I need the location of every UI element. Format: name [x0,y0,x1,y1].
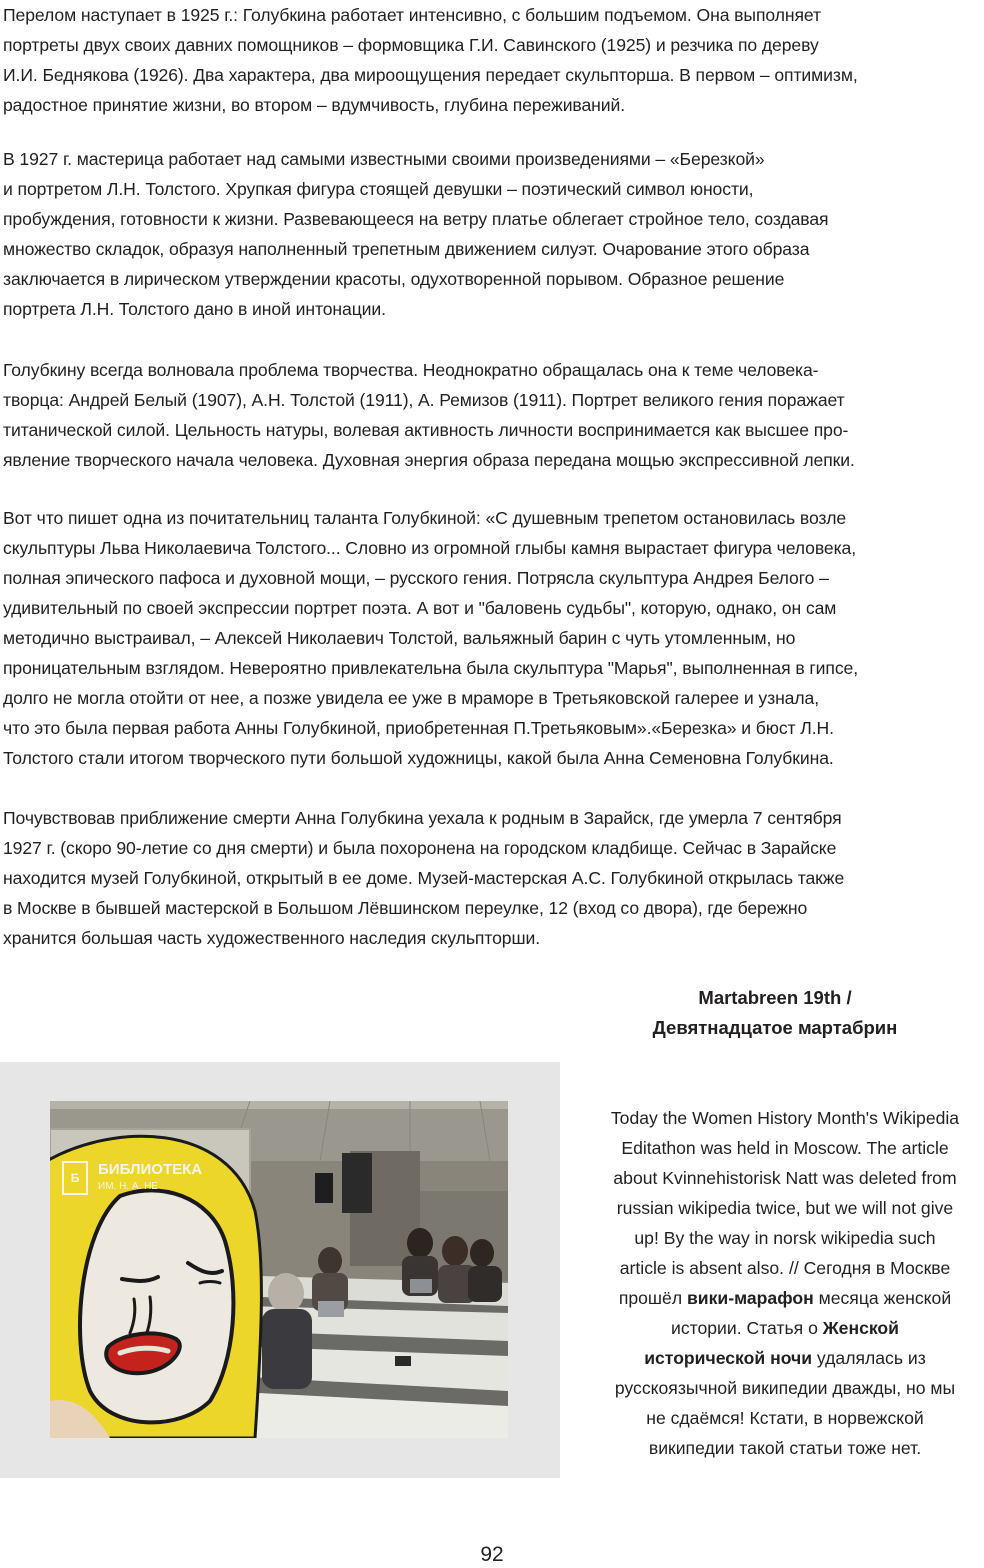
text-line: удивительный по своей экспрессии портрет поэта. А вот и "баловень судьбы", которую, однако, он сам [3,598,837,618]
library-logo-icon: Б [62,1161,88,1195]
text-line: И.И. Беднякова (1926). Два характера, два мироощущения передает скульпторша. В первом – оптимизм, [3,65,858,85]
text-line: Толстого стали итогом творческого пути большой художницы, какой была Анна Семеновна Голубкина. [3,748,834,768]
text-line: пробуждения, готовности к жизни. Развевающееся на ветру платье облегает стройное тело, создавая [3,209,829,229]
text-line: Голубкину всегда волновала проблема творчества. Неоднократно обращалась она к теме человека- [3,360,819,380]
text-line: долго не могла отойти от нее, а позже увидела ее уже в мраморе в Третьяковской галерее и узнала, [3,688,820,708]
text-line: 1927 г. (скоро 90-летие со дня смерти) и была похоронена на городском кладбище. Сейчас в Зарайске [3,838,837,858]
caption-line: up! By the way in norsk wikipedia such [634,1228,936,1248]
text-line: Почувствовав приближение смерти Анна Голубкина уехала к родным в Зарайск, где умерла 7 сентября [3,808,842,828]
text-line: Вот что пишет одна из почитательниц таланта Голубкиной: «С душевным трепетом остановилась возле [3,508,847,528]
caption-line: истории. Статья о Женской [671,1318,899,1338]
photo-panel [0,1062,560,1478]
bold-term: исторической ночи [644,1348,813,1368]
text-line: методично выстраивал, – Алексей Николаевич Толстой, вальяжный барин с чуть утомленным, но [3,628,796,648]
text-line: портреты двух своих давних помощников – формовщика Г.И. Савинского (1925) и резчика по дереву [3,35,819,55]
text-line: что это была первая работа Анны Голубкиной, приобретенная П.Третьяковым».«Березка» и бюст Л.Н. [3,718,834,738]
text-line: творца: Андрей Белый (1907), А.Н. Толстой (1911), А. Ремизов (1911). Портрет великого гения поражает [3,390,845,410]
caption-body [583,1103,984,1463]
text-line: портрета Л.Н. Толстого дано в иной интонации. [3,299,386,319]
text-line: титанической силой. Цельность натуры, волевая активность личности воспринимается как высшее про- [3,420,849,440]
photo-illustration [50,1101,508,1438]
text-line: скульптуры Льва Николаевича Толстого... Словно из огромной глыбы камня вырастает фигура человека, [3,538,857,558]
caption-line: русскоязычной википедии дважды, но мы [614,1378,956,1398]
caption-line: википедии такой статьи тоже нет. [648,1438,922,1458]
paragraph-5 [3,803,984,953]
paragraph-1 [3,0,984,120]
paragraph-3 [3,355,984,475]
text-line: радостное принятие жизни, во втором – вдумчивость, глубина переживаний. [3,95,626,115]
text-line: множество складок, образуя наполненный трепетным движением силуэт. Очарование этого образа [3,239,810,259]
caption-line: russian wikipedia twice, but we will not give [616,1198,954,1218]
text-line: полная эпического пафоса и духовной мощи, – русского гения. Потрясла скульптура Андрея Белого – [3,568,829,588]
text-line: находится музей Голубкиной, открытый в ее доме. Музей-мастерская А.С. Голубкиной открылась также [3,868,845,888]
caption-line: прошёл вики-марафон месяца женской [618,1288,952,1308]
page-number: 92 [480,1543,504,1566]
caption-line: about Kvinnehistorisk Natt was deleted from [613,1168,957,1188]
text-line: в Москве в бывшей мастерской в Большом Лёвшинском переулке, 12 (вход со двора), где бережно [3,898,808,918]
text-line: В 1927 г. мастерица работает над самыми известными своими произведениями – «Березкой» [3,149,765,169]
text-line: проницательным взглядом. Невероятно привлекательна была скульптура "Марья", выполненная в гипсе, [3,658,858,678]
caption-title [565,983,984,1043]
caption-line: не сдаёмся! Кстати, в норвежской [646,1408,924,1428]
bold-term: вики-марафон [686,1288,814,1308]
paragraph-4 [3,503,984,773]
text-line: явление творческого начала человека. Духовная энергия образа передана мощью экспрессивной лепки. [3,450,855,470]
caption-line: исторической ночи удалялась из [644,1348,926,1368]
text-line: Перелом наступает в 1925 г.: Голубкина работает интенсивно, с большим подъемом. Она выполняет [3,5,821,25]
caption-line: Editathon was held in Moscow. The article [621,1138,949,1158]
text-line: заключается в лирическом утверждении красоты, одухотворенной порывом. Образное решение [3,269,785,289]
paragraph-2 [3,144,984,324]
library-sign [62,1157,262,1211]
library-sign-line: БИБЛИОТЕКА [98,1161,203,1178]
library-sign-subline: ИМ. Н. А. НЕ [98,1181,158,1192]
caption-title-line: Девятнадцатое мартабрин [652,1017,898,1038]
bold-term: Женской [822,1318,899,1338]
caption-line: Today the Women History Month's Wikipedia [610,1108,960,1128]
library-sign-text [98,1161,202,1195]
caption-line: article is absent also. // Сегодня в Москве [619,1258,951,1278]
caption-title-line: Martabreen 19th / [698,987,852,1008]
event-photo [50,1101,508,1438]
text-line: и портретом Л.Н. Толстого. Хрупкая фигура стоящей девушки – поэтический символ юности, [3,179,754,199]
text-line: хранится большая часть художественного наследия скульпторши. [3,928,540,948]
